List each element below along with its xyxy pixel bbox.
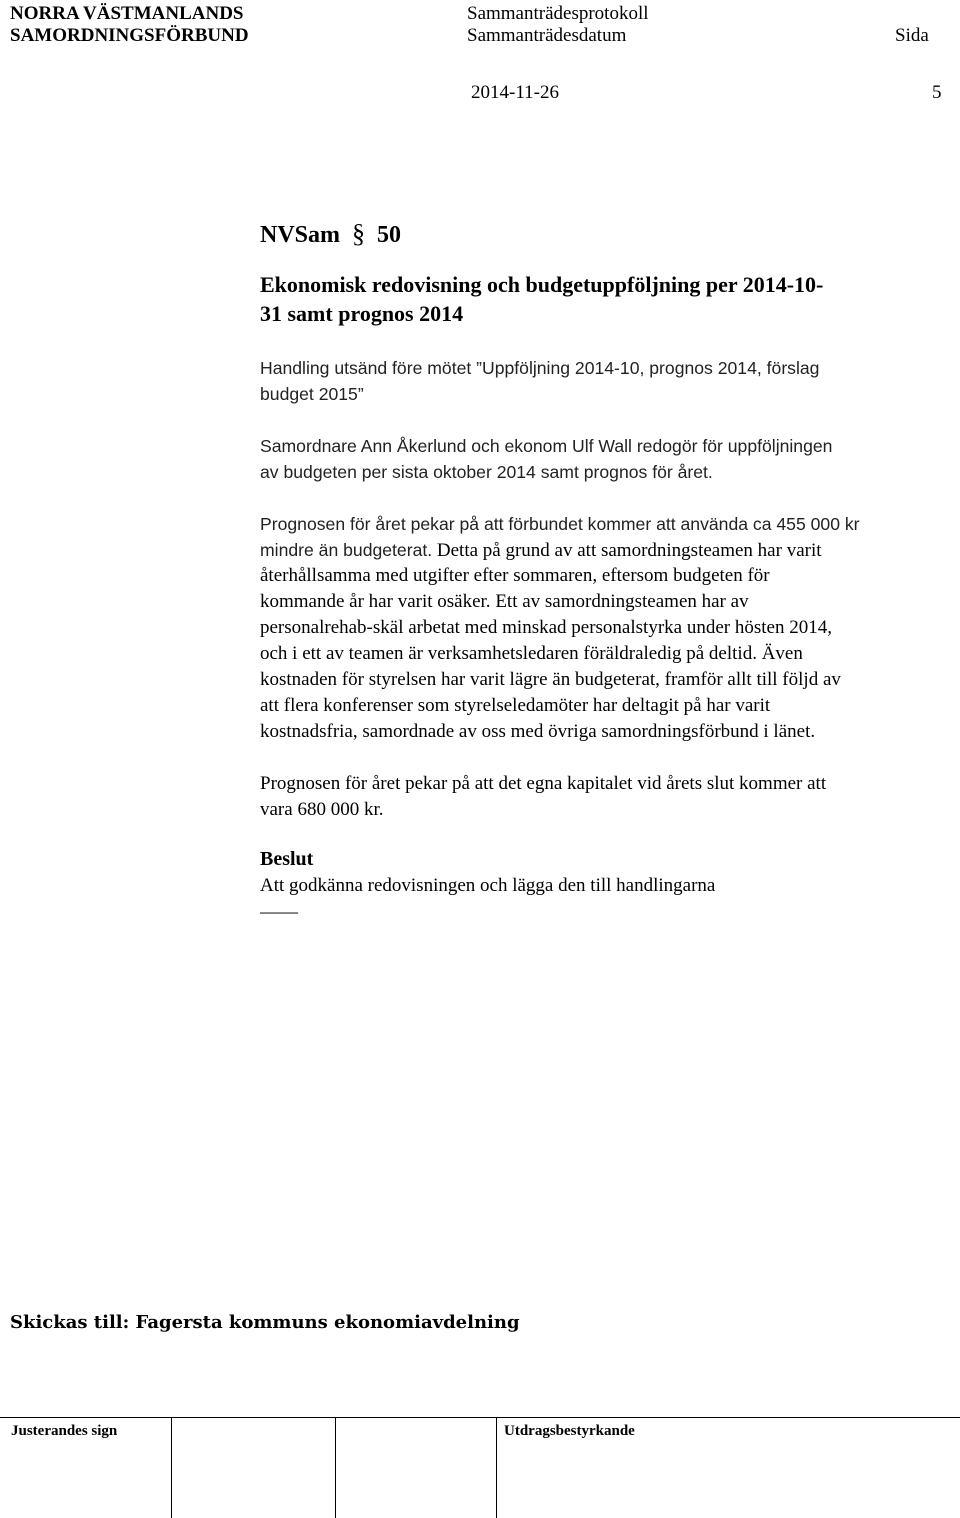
prognos-line9: kostnadsfria, samordnade av oss med övriga samordningsförbund i länet. bbox=[260, 721, 816, 742]
handling-line2: budget 2015” bbox=[260, 384, 364, 404]
page-number: 5 bbox=[932, 82, 942, 103]
date-label: Sammanträdesdatum bbox=[467, 25, 627, 46]
prognos-line6-b: Även bbox=[756, 643, 803, 664]
samordnare-line2: av budgeten per sista oktober 2014 samt prognos för året. bbox=[260, 462, 713, 482]
prognos-line5: personalrehab-skäl arbetat med minskad personalstyrka under hösten 2014, bbox=[260, 617, 832, 638]
page-label: Sida bbox=[895, 25, 929, 46]
section-prefix: NVSam bbox=[260, 222, 341, 248]
footer-divider-v3 bbox=[496, 1418, 497, 1518]
sign-label: Justerandes sign bbox=[11, 1423, 118, 1439]
org-name-line2: SAMORDNINGSFÖRBUND bbox=[10, 25, 249, 46]
footer-divider-v2 bbox=[335, 1418, 336, 1518]
prognos-line4 bbox=[260, 589, 749, 615]
handling-line1: Handling utsänd före mötet ”Uppföljning 2014-10, prognos 2014, förslag bbox=[260, 358, 820, 378]
section-id bbox=[260, 219, 401, 249]
prognos-line7: kostnaden för styrelsen har varit lägre än budgeterat, framför allt till följd av bbox=[260, 669, 841, 690]
prognos-line8: att flera konferenser som styrelseledamöter har deltagit på har varit bbox=[260, 695, 771, 716]
footer-divider bbox=[0, 1417, 960, 1418]
prognos-line4-b: Ett av samordningsteamen har av bbox=[490, 591, 749, 612]
prognos-line2-b: Detta på grund av att samordningsteamen har varit bbox=[432, 540, 822, 561]
kapital-line2: vara 680 000 kr. bbox=[260, 799, 384, 820]
decision-text: Att godkänna redovisningen och lägga den till handlingarna bbox=[260, 875, 716, 896]
section-title-line1: Ekonomisk redovisning och budgetuppföljning per 2014-10- bbox=[260, 272, 824, 297]
samordnare-line1: Samordnare Ann Åkerlund och ekonom Ulf Wall redogör för uppföljningen bbox=[260, 436, 833, 456]
kapital-line1: Prognosen för året pekar på att det egna kapitalet vid årets slut kommer att bbox=[260, 773, 827, 794]
send-to: Skickas till: Fagersta kommuns ekonomiavdelning bbox=[10, 1312, 520, 1333]
prognos-line2 bbox=[260, 537, 822, 564]
protocol-label: Sammanträdesprotokoll bbox=[467, 3, 649, 24]
prognos-line6-a: och i ett av teamen är verksamhetsledaren föräldraledig på deltid. bbox=[260, 643, 757, 664]
prognos-line3: återhållsamma med utgifter efter sommaren, eftersom budgeten för bbox=[260, 565, 770, 586]
section-number: 50 bbox=[377, 222, 402, 248]
prognos-line6 bbox=[260, 641, 803, 667]
footer-divider-v1 bbox=[171, 1418, 172, 1518]
section-title-line2: 31 samt prognos 2014 bbox=[260, 301, 464, 326]
decision-separator: ____ bbox=[260, 895, 298, 916]
meeting-date: 2014-11-26 bbox=[471, 82, 559, 103]
extract-label: Utdragsbestyrkande bbox=[504, 1423, 635, 1439]
prognos-line2-a: mindre än budgeterat. bbox=[260, 540, 433, 560]
paragraph-sign-icon: § bbox=[352, 219, 366, 248]
org-name-line1: NORRA VÄSTMANLANDS bbox=[10, 3, 244, 24]
decision-heading: Beslut bbox=[260, 848, 314, 870]
prognos-line1: Prognosen för året pekar på att förbundet kommer att använda ca 455 000 kr bbox=[260, 514, 860, 534]
prognos-line4-a: kommande år har varit osäker. bbox=[260, 591, 491, 612]
